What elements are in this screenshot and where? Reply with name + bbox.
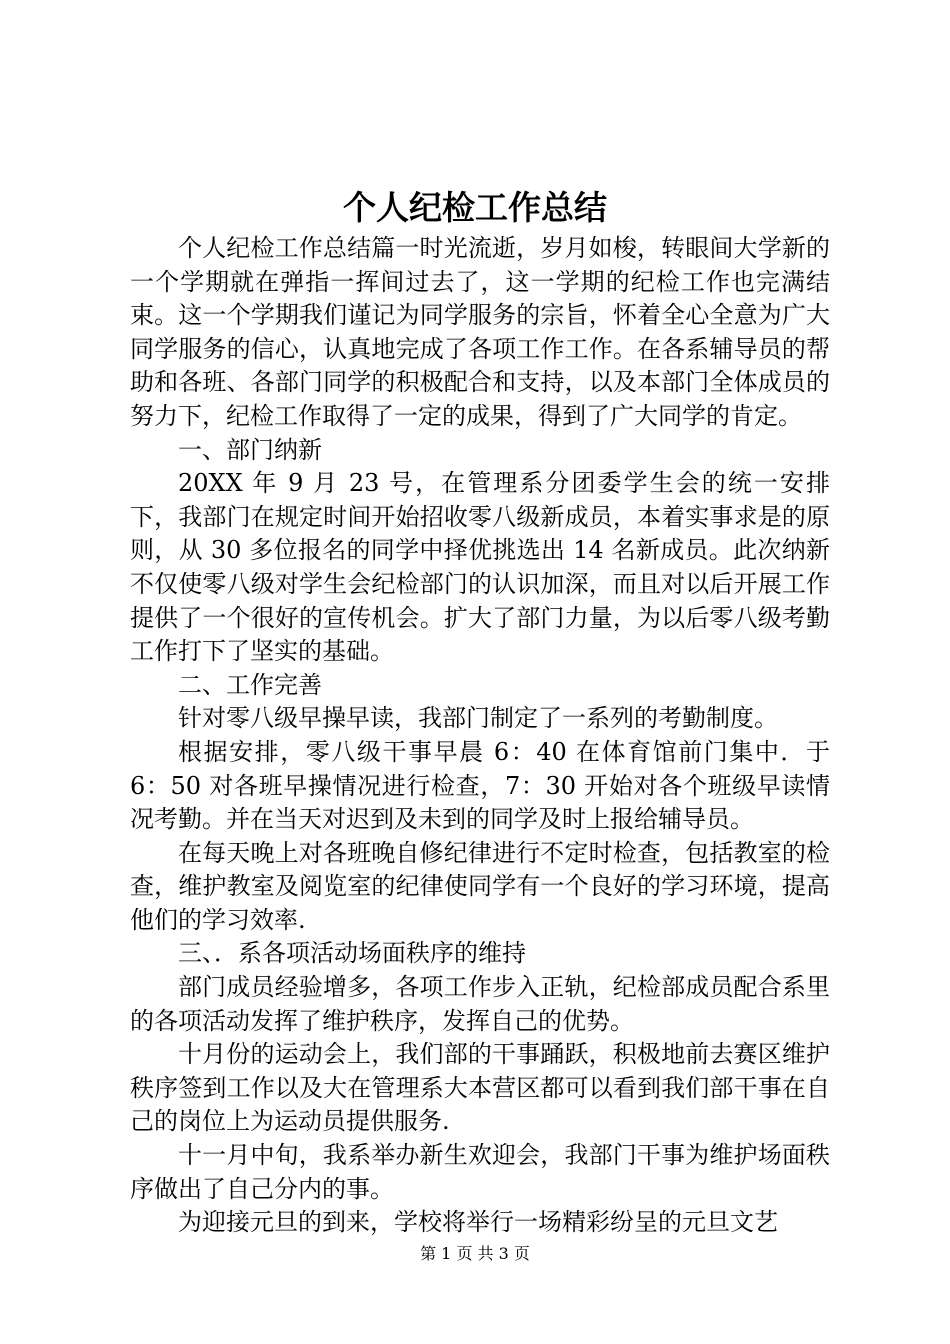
document-title: 个人纪检工作总结 xyxy=(343,188,607,227)
paragraph-recruitment: 20XX 年 9 月 23 号，在管理系分团委学生会的统一安排下，我部门在规定时间开始招收零八级新成员，本着实事求是的原则，从 30 多位报名的同学中择优挑选出 14 名新成员。此次纳新不仅使零八级对学生会纪检部门的认识加深，而且对以后开展工作提供了一个很好的宣传机会。扩大了部门力量，为以后零八级考勤工作打下了坚实的基础。 xyxy=(130,469,830,666)
paragraph-welcome-party: 十一月中旬，我系举办新生欢迎会，我部门干事为维护场面秩序做出了自己分内的事。 xyxy=(130,1141,830,1203)
document-body xyxy=(130,232,830,1240)
paragraph-attendance-rules: 针对零八级早操早读，我部门制定了一系列的考勤制度。 xyxy=(178,704,778,733)
paragraph-morning-schedule: 根据安排，零八级干事早晨 6：40 在体育馆前门集中．于 6：50 对各班早操情况进行检查，7：30 开始对各个班级早读情况考勤。并在当天对迟到及未到的同学及时上报给辅导员。 xyxy=(130,737,830,834)
paragraph-evening-check: 在每天晚上对各班晚自修纪律进行不定时检查，包括教室的检查，维护教室及阅览室的纪律使同学有一个良好的学习环境，提高他们的学习效率. xyxy=(130,838,830,934)
section-heading-2: 二、工作完善 xyxy=(178,670,322,699)
page-footer: 第 1 页 共 3 页 xyxy=(420,1244,530,1263)
paragraph-activities: 部门成员经验增多，各项工作步入正轨，纪检部成员配合系里的各项活动发挥了维护秩序，发挥自己的优势。 xyxy=(130,973,830,1035)
paragraph-intro: 个人纪检工作总结篇一时光流逝，岁月如梭，转眼间大学新的一个学期就在弹指一挥间过去了，这一学期的纪检工作也完满结束。这一个学期我们谨记为同学服务的宗旨，怀着全心全意为广大同学服务的信心，认真地完成了各项工作工作。在各系辅导员的帮助和各班、各部门同学的积极配合和支持，以及本部门全体成员的努力下，纪检工作取得了一定的成果，得到了广大同学的肯定。 xyxy=(130,234,830,430)
paragraph-new-year: 为迎接元旦的到来，学校将举行一场精彩纷呈的元旦文艺 xyxy=(178,1208,778,1237)
paragraph-sports-meet: 十月份的运动会上，我们部的干事踊跃，积极地前去赛区维护秩序签到工作以及大在管理系大本营区都可以看到我们部干事在自己的岗位上为运动员提供服务. xyxy=(130,1040,830,1136)
section-heading-1: 一、部门纳新 xyxy=(178,435,322,464)
section-heading-3: 三、．系各项活动场面秩序的维持 xyxy=(178,939,526,968)
